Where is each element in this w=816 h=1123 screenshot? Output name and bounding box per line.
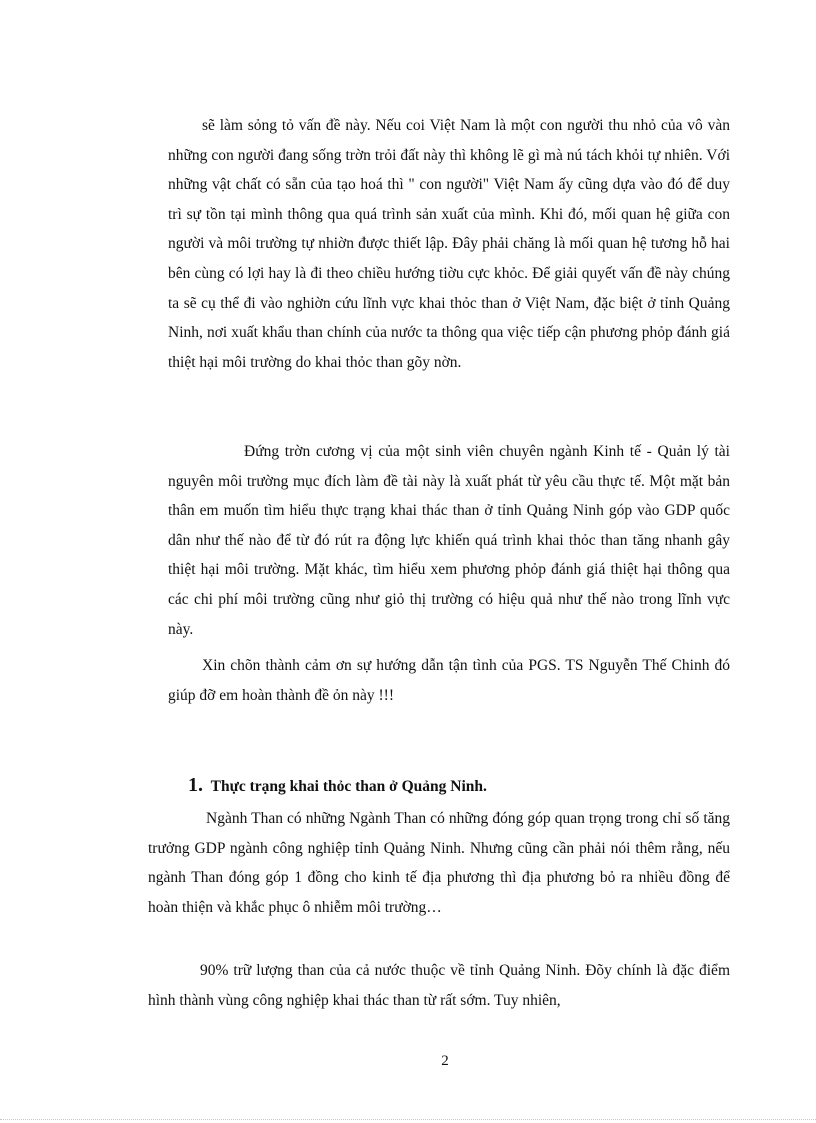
section-paragraph-1 [148,804,730,922]
paragraph-text: sẽ làm sỏng tỏ vấn đề này. Nếu coi Việt Nam là một con người thu nhỏ của vô vàn những con người đang sống trờn trỏi đất này thì không lẽ gì mà nú tách khỏi tự nhiên. Với những vật chất có sẵn của tạo hoá thì " con người" Việt Nam ấy cũng dựa vào đó để duy trì sự tồn tại mình thông qua quá trình sản xuất của mình. Khi đó, mối quan hệ giữa con người và môi trường tự nhiờn được thiết lập. Đây phải chăng là mối quan hệ tương hỗ hai bên cùng có lợi hay là đi theo chiều hướng tiờu cực khỏc. Để giải quyết vấn đề này chúng ta sẽ cụ thể đi vào nghiờn cứu lĩnh vực khai thỏc than ở Việt Nam, đặc biệt ở tỉnh Quảng Ninh, nơi xuất khẩu than chính của nước ta thông qua việc tiếp cận phương phỏp đánh giá thiệt hại môi trường do khai thỏc than gõy nờn. [168,117,730,371]
paragraph-text: 90% trữ lượng than của cả nước thuộc về tỉnh Quảng Ninh. Đõy chính là đặc điểm hình thành vùng công nghiệp khai thác than từ rất sớm. Tuy nhiên, [148,962,730,1009]
intro-paragraph-2 [168,437,730,644]
paragraph-text: Đứng trờn cương vị của một sinh viên chuyên ngành Kinh tế - Quản lý tài nguyên môi trường mục đích làm đề tài này là xuất phát từ yêu cầu thực tế. Một mặt bản thân em muốn tìm hiểu thực trạng khai thác than ở tỉnh Quảng Ninh góp vào GDP quốc dân như thế nào để từ đó rút ra động lực khiến quá trình khai thỏc than tăng nhanh gây thiệt hại môi trường. Mặt khác, tìm hiểu xem phương phỏp đánh giá thiệt hại thông qua các chi phí môi trường cũng như giỏ thị trường có hiệu quả như thế nào trong lĩnh vực này. [168,443,730,638]
acknowledgement-paragraph [168,651,730,710]
paragraph-text: Ngành Than có những Ngành Than có những đóng góp quan trọng trong chỉ số tăng trưởng GDP ngành công nghiệp tỉnh Quảng Ninh. Nhưng cũng cần phải nói thêm rằng, nếu ngành Than đóng góp 1 đồng cho kinh tế địa phương thì địa phương bỏ ra nhiều đồng để hoàn thiện và khắc phục ô nhiễm môi trường… [148,810,730,916]
page-bottom-divider [0,1119,816,1120]
paragraph-text: Xin chõn thành cảm ơn sự hướng dẫn tận tình của PGS. TS Nguyễn Thế Chinh đó giúp đỡ em hoàn thành đề ỏn này !!! [168,657,730,704]
section-heading [188,770,487,802]
section-title: Thực trạng khai thỏc than ở Quảng Ninh. [210,778,487,795]
intro-paragraph-1 [168,111,730,377]
section-paragraph-2 [148,956,730,1015]
page-number: 2 [441,1053,449,1069]
section-number: 1. [188,774,203,796]
